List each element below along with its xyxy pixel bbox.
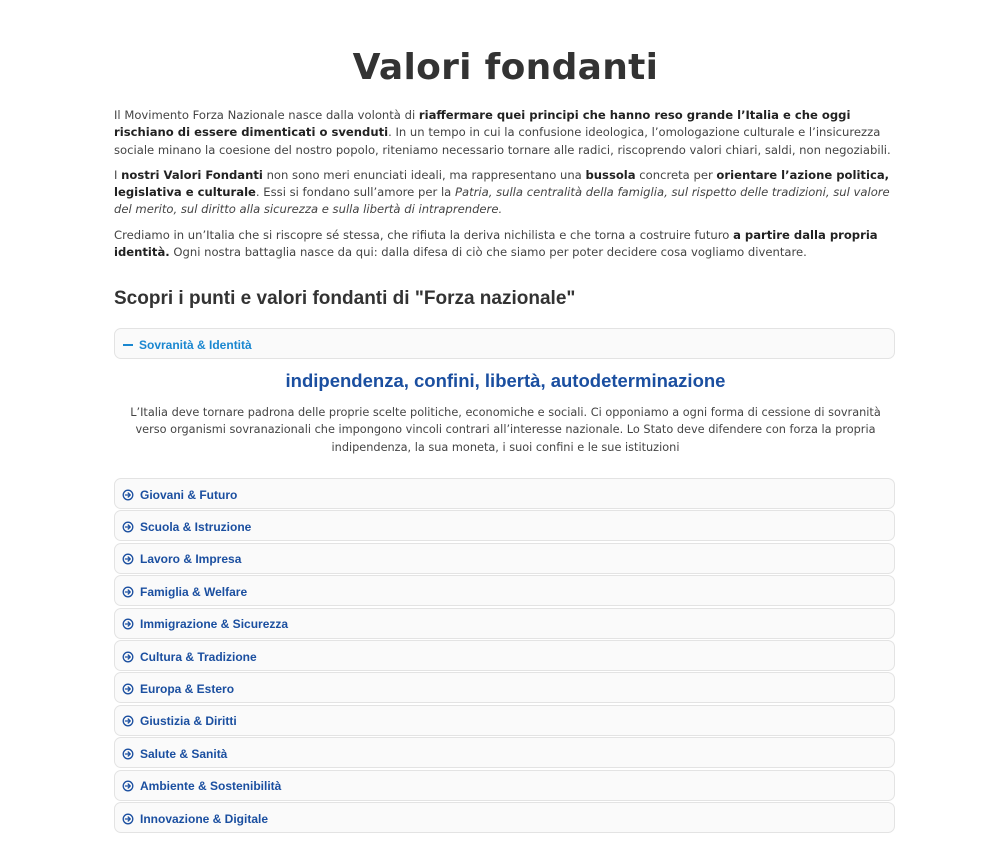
accordion-item[interactable]	[114, 705, 895, 736]
accordion-label: Sovranità & Identità	[139, 337, 252, 352]
accordion-label: Giustizia & Diritti	[140, 714, 237, 729]
accordion-header[interactable]	[122, 641, 257, 672]
text-run: non sono meri enunciati ideali, ma rappresentano una	[262, 167, 586, 182]
accordion-label: Giovani & Futuro	[140, 487, 238, 502]
intro-paragraph-2	[114, 167, 897, 219]
accordion-item-open[interactable]	[114, 328, 895, 359]
accordion-header[interactable]	[122, 771, 281, 802]
accordion-header[interactable]	[122, 706, 237, 737]
text-run: concreta per	[635, 167, 717, 182]
accordion-item[interactable]	[114, 510, 895, 541]
accordion-label: Scuola & Istruzione	[140, 519, 252, 534]
text-run: I	[114, 167, 122, 182]
text-run: nostri Valori Fondanti	[121, 167, 263, 182]
accordion-header[interactable]	[122, 511, 251, 542]
accordion-header[interactable]	[122, 803, 268, 834]
accordion-label: Europa & Estero	[140, 681, 235, 696]
text-run: orientare l’azione politica, legislativa e culturale	[114, 167, 890, 200]
text-run: bussola	[585, 167, 636, 182]
accordion-item[interactable]	[114, 575, 895, 606]
text-run: riaffermare quei principi che hanno reso grande l’Italia e che oggi rischiano di essere dimenticati o svenduti	[114, 108, 851, 140]
circle-arrow-right-icon	[122, 715, 134, 727]
intro-paragraph-1	[114, 107, 897, 159]
intro-paragraph-3	[114, 227, 897, 262]
text-run: a partire dalla propria identità.	[114, 227, 878, 260]
circle-arrow-right-icon	[122, 780, 134, 792]
text-run: Crediamo in un’Italia che si riscopre sé stessa, che rifiuta la deriva nichilista e che torna a costruire futuro	[114, 227, 734, 242]
text-run: . Essi si fondano sull’amore per la	[255, 185, 455, 200]
accordion-header[interactable]	[122, 738, 227, 769]
accordion-label: Lavoro & Impresa	[140, 552, 242, 567]
panel-title: indipendenza, confini, libertà, autodeterminazione	[285, 370, 726, 391]
section-heading: Scopri i punti e valori fondanti di "Forza nazionale"	[114, 288, 576, 309]
text-run: . In un tempo in cui la confusione ideologica, l’omologazione culturale e l’insicurezza sociale minano la coesione del nostro popolo, riteniamo necessario tornare alle radici, riscoprendo valori chiari, saldi, non negoziabili.	[114, 125, 891, 157]
accordion-item[interactable]	[114, 672, 895, 703]
accordion-item[interactable]	[114, 543, 895, 574]
circle-arrow-right-icon	[122, 813, 134, 825]
page-title: Valori fondanti	[352, 47, 659, 88]
accordion-label: Innovazione & Digitale	[140, 811, 269, 826]
accordion-item[interactable]	[114, 737, 895, 768]
circle-arrow-right-icon	[122, 521, 134, 533]
text-run: Patria, sulla centralità della famiglia, sul rispetto delle tradizioni, sul valore del merito, sul diritto alla sicurezza e sulla libertà di intraprendere.	[114, 185, 890, 217]
accordion-label: Salute & Sanità	[140, 746, 228, 761]
accordion-label: Ambiente & Sostenibilità	[140, 779, 282, 794]
panel-text: L’Italia deve tornare padrona delle proprie scelte politiche, economiche e sociali. Ci opponiamo a ogni forma di cessione di sovranità verso organismi sovranazionali che impongono vincoli contrari all’interesse nazionale. Lo Stato deve difendere con forza la propria indipendenza, la sua moneta, i suoi confini e le sue istituzioni	[130, 406, 881, 454]
accordion-item[interactable]	[114, 478, 895, 509]
minus-icon	[123, 344, 133, 346]
circle-arrow-right-icon	[122, 553, 134, 565]
accordion-header[interactable]	[122, 544, 241, 575]
accordion-header[interactable]	[122, 479, 237, 510]
accordion-label: Cultura & Tradizione	[140, 649, 257, 664]
accordion-header[interactable]	[122, 329, 252, 360]
accordion-label: Famiglia & Welfare	[140, 584, 248, 599]
circle-arrow-right-icon	[122, 489, 134, 501]
text-run: Il Movimento Forza Nazionale nasce dalla volontà di	[114, 108, 419, 122]
accordion-item[interactable]	[114, 802, 895, 833]
circle-arrow-right-icon	[122, 651, 134, 663]
text-run: Ogni nostra battaglia nasce da qui: dalla difesa di ciò che siamo per poter decidere cosa vogliamo diventare.	[169, 245, 807, 260]
circle-arrow-right-icon	[122, 748, 134, 760]
accordion-label: Immigrazione & Sicurezza	[140, 617, 289, 632]
circle-arrow-right-icon	[122, 586, 134, 598]
intro-text	[114, 107, 897, 269]
accordion-header[interactable]	[122, 576, 247, 607]
accordion-item[interactable]	[114, 608, 895, 639]
circle-arrow-right-icon	[122, 683, 134, 695]
accordion-header[interactable]	[122, 609, 288, 640]
accordion-item[interactable]	[114, 640, 895, 671]
accordion-item[interactable]	[114, 770, 895, 801]
accordion-header[interactable]	[122, 673, 234, 704]
circle-arrow-right-icon	[122, 618, 134, 630]
